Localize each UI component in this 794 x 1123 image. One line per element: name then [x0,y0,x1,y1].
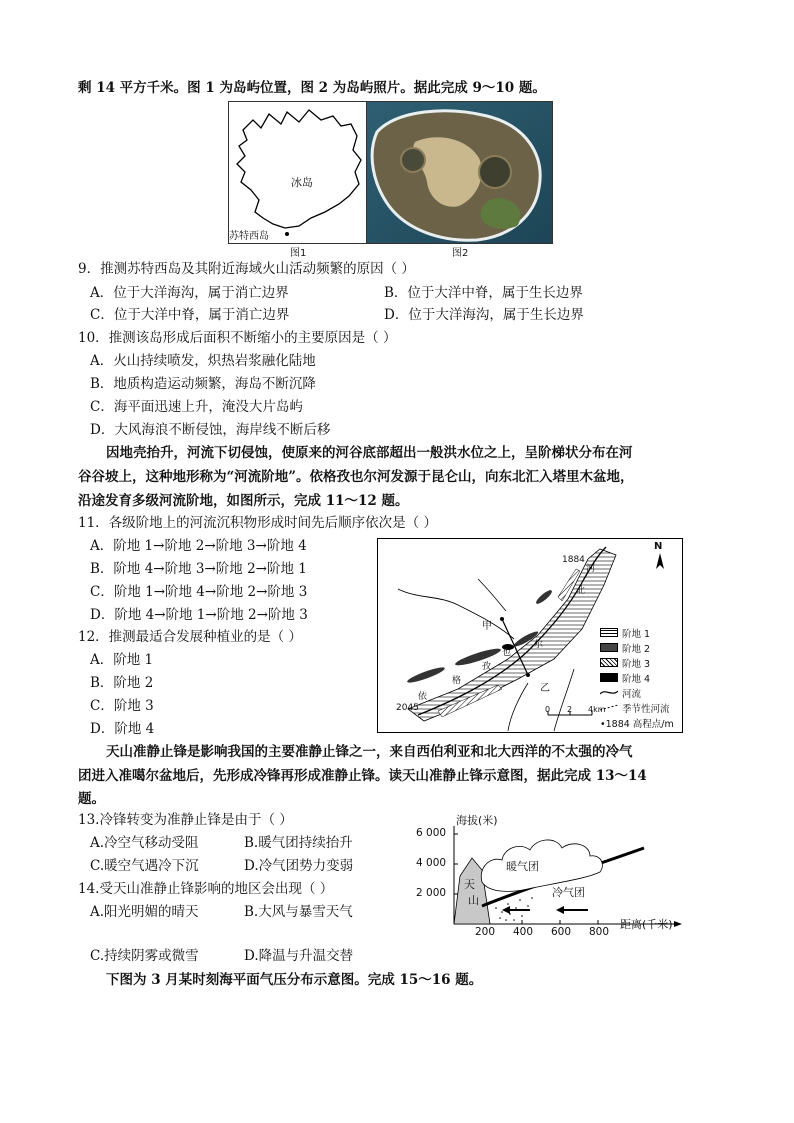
q10-stem: 10．推测该岛形成后面积不断缩小的主要原因是（ ） [78,330,397,346]
river-char: 尔 [534,640,544,650]
figure-2-caption: 图2 [452,248,469,259]
q14-option-a[interactable]: A.阳光明媚的晴天 [90,904,199,920]
x-tick-200: 200 [475,926,496,938]
intro-line: 剩 14 平方千米。图 1 为岛屿位置，图 2 为岛屿照片。据此完成 9～10 题。 [78,80,546,96]
q9-option-b[interactable]: B．位于大洋中脊，属于生长边界 [384,285,583,301]
q13-option-b[interactable]: B.暖气团持续抬升 [244,835,353,851]
x-axis-title: 距离(千米) [620,918,673,931]
q10-option-d[interactable]: D．大风海浪不断侵蚀，海岸线不断后移 [90,422,331,438]
tianshan-front-diagram [412,812,692,940]
elevation-top: 1884 [562,555,585,565]
legend-river: 河流 [600,685,678,700]
passage2-line3: 沿途发育多级河流阶地，如图所示，完成 11～12 题。 [78,493,409,509]
terrace-2-lens [454,646,502,668]
terrace-2-lens [406,665,446,685]
label-jia: 甲 [482,621,492,632]
x-tick-400: 400 [513,926,534,938]
tributary [554,669,574,731]
legend-terrace-4: 阶地 4 [600,670,678,685]
q14-option-d[interactable]: D.降温与升温交替 [244,948,354,964]
q10-option-c[interactable]: C．海平面迅速上升，淹没大片岛屿 [90,399,303,415]
q11-option-d[interactable]: D．阶地 4→阶地 1→阶地 2→阶地 3 [90,607,308,623]
north-label: N [654,541,663,552]
elevation-bottom: 2045 [396,703,419,713]
q14-option-b[interactable]: B.大风与暴雪天气 [244,904,353,920]
q9-option-c[interactable]: C．位于大洋中脊，属于消亡边界 [90,307,290,323]
figure-1-iceland-map [228,101,368,244]
legend-elevation-point: •1884 高程点/m [600,718,674,730]
island-photo-svg [367,102,552,243]
q9-stem: 9．推测苏特西岛及其附近海域火山活动频繁的原因（ ） [78,261,415,277]
q13-option-d[interactable]: D.冷气团势力变弱 [244,858,354,874]
cold-air-label: 冷气团 [552,886,585,899]
passage3-line1: 天山准静止锋是影响我国的主要准静止锋之一，来自西伯利亚和北大西洋的不太强的冷气 [106,744,633,760]
crater-right [479,156,511,188]
y-tick-6000: 6 000 [416,827,447,839]
legend-seasonal-river: 季节性河流 [600,700,678,715]
passage2-line2: 谷谷坡上，这种地形称为“河流阶地”。依格孜也尔河发源于昆仑山，向东北汇入塔里木盆地， [78,469,634,485]
river-char: 河 [586,564,596,574]
tributary [398,589,514,639]
section-end [500,617,504,621]
iceland-label: 冰岛 [291,176,313,189]
q11-stem: 11．各级阶地上的河流沉积物形成时间先后顺序依次是（ ） [78,515,437,531]
q13-option-c[interactable]: C.暖空气遇冷下沉 [90,858,199,874]
cold-air-arrows [502,906,588,914]
q11-option-b[interactable]: B．阶地 4→阶地 3→阶地 2→阶地 1 [90,561,307,577]
q12-option-a[interactable]: A．阶地 1 [90,652,154,668]
scale-2: 2 [567,705,573,714]
surtsey-label: 苏特西岛 [229,231,269,242]
figure-1-caption: 图1 [290,248,307,259]
iceland-outline [237,110,361,228]
y-tick-2000: 2 000 [416,887,447,899]
crater-left [401,148,425,172]
q9-option-a[interactable]: A．位于大洋海沟，属于消亡边界 [90,285,289,301]
q14-option-c[interactable]: C.持续阴雾或微雪 [90,948,199,964]
q11-option-c[interactable]: C．阶地 1→阶地 4→阶地 2→阶地 3 [90,584,308,600]
q14-stem: 14.受天山准静止锋影响的地区会出现（ ） [78,881,334,897]
x-tick-600: 600 [551,926,572,938]
y-tick-4000: 4 000 [416,857,447,869]
q13-stem: 13.冷锋转变为准静止锋是由于（ ） [78,812,293,828]
surtsey-dot [285,232,289,236]
q10-option-a[interactable]: A．火山持续喷发，炽热岩浆融化陆地 [90,353,316,369]
q9-option-d[interactable]: D．位于大洋海沟，属于生长边界 [384,307,584,323]
warm-air-label: 暖气团 [506,860,539,873]
q12-stem: 12．推测最适合发展种植业的是（ ） [78,629,302,645]
scale-4km: 4km [588,705,606,714]
river-terrace-map [377,538,683,733]
terrace-2-lens [534,588,553,605]
legend-terrace-1: 阶地 1 [600,625,678,640]
legend-terrace-2: 阶地 2 [600,640,678,655]
mountain-char-1: 天 [464,878,475,891]
x-tick-800: 800 [589,926,610,938]
north-arrow-shape [656,553,664,569]
tributary [478,579,506,611]
river-char: 孜 [482,662,492,672]
mountain-char-2: 山 [468,894,479,907]
river-char: 北 [576,586,586,596]
q12-option-b[interactable]: B．阶地 2 [90,675,154,691]
scale-0: 0 [545,705,551,714]
q10-option-b[interactable]: B．地质构造运动频繁，海岛不断沉降 [90,376,316,392]
y-axis-title: 海拔(米) [456,814,498,827]
passage3-line2: 团进入准噶尔盆地后，先形成冷锋再形成准静止锋。读天山准静止锋示意图，据此完成 13～14 [78,768,647,784]
iceland-outline-svg [229,102,367,243]
river-char: 也 [502,648,512,658]
legend-terrace-3: 阶地 3 [600,655,678,670]
label-yi: 乙 [540,683,550,694]
closing-line: 下图为 3 月某时刻海平面气压分布示意图。完成 15～16 题。 [106,972,483,988]
tributary [508,683,528,731]
river-char: 格 [452,676,462,686]
valley-band [408,549,616,721]
terrace-legend [600,625,678,730]
q12-option-c[interactable]: C．阶地 3 [90,698,154,714]
q13-option-a[interactable]: A.冷空气移动受阻 [90,835,199,851]
q11-option-a[interactable]: A．阶地 1→阶地 2→阶地 3→阶地 4 [90,538,307,554]
section-end [526,673,530,677]
passage2-line1: 因地壳抬升，河流下切侵蚀，使原来的河谷底部超出一般洪水位之上，呈阶梯状分布在河 [106,445,633,461]
figure-2-island-photo [366,101,553,244]
river-char: 依 [418,692,428,702]
q12-option-d[interactable]: D．阶地 4 [90,721,155,737]
passage3-line3: 题。 [78,791,105,807]
x-axis-arrow [674,921,682,927]
